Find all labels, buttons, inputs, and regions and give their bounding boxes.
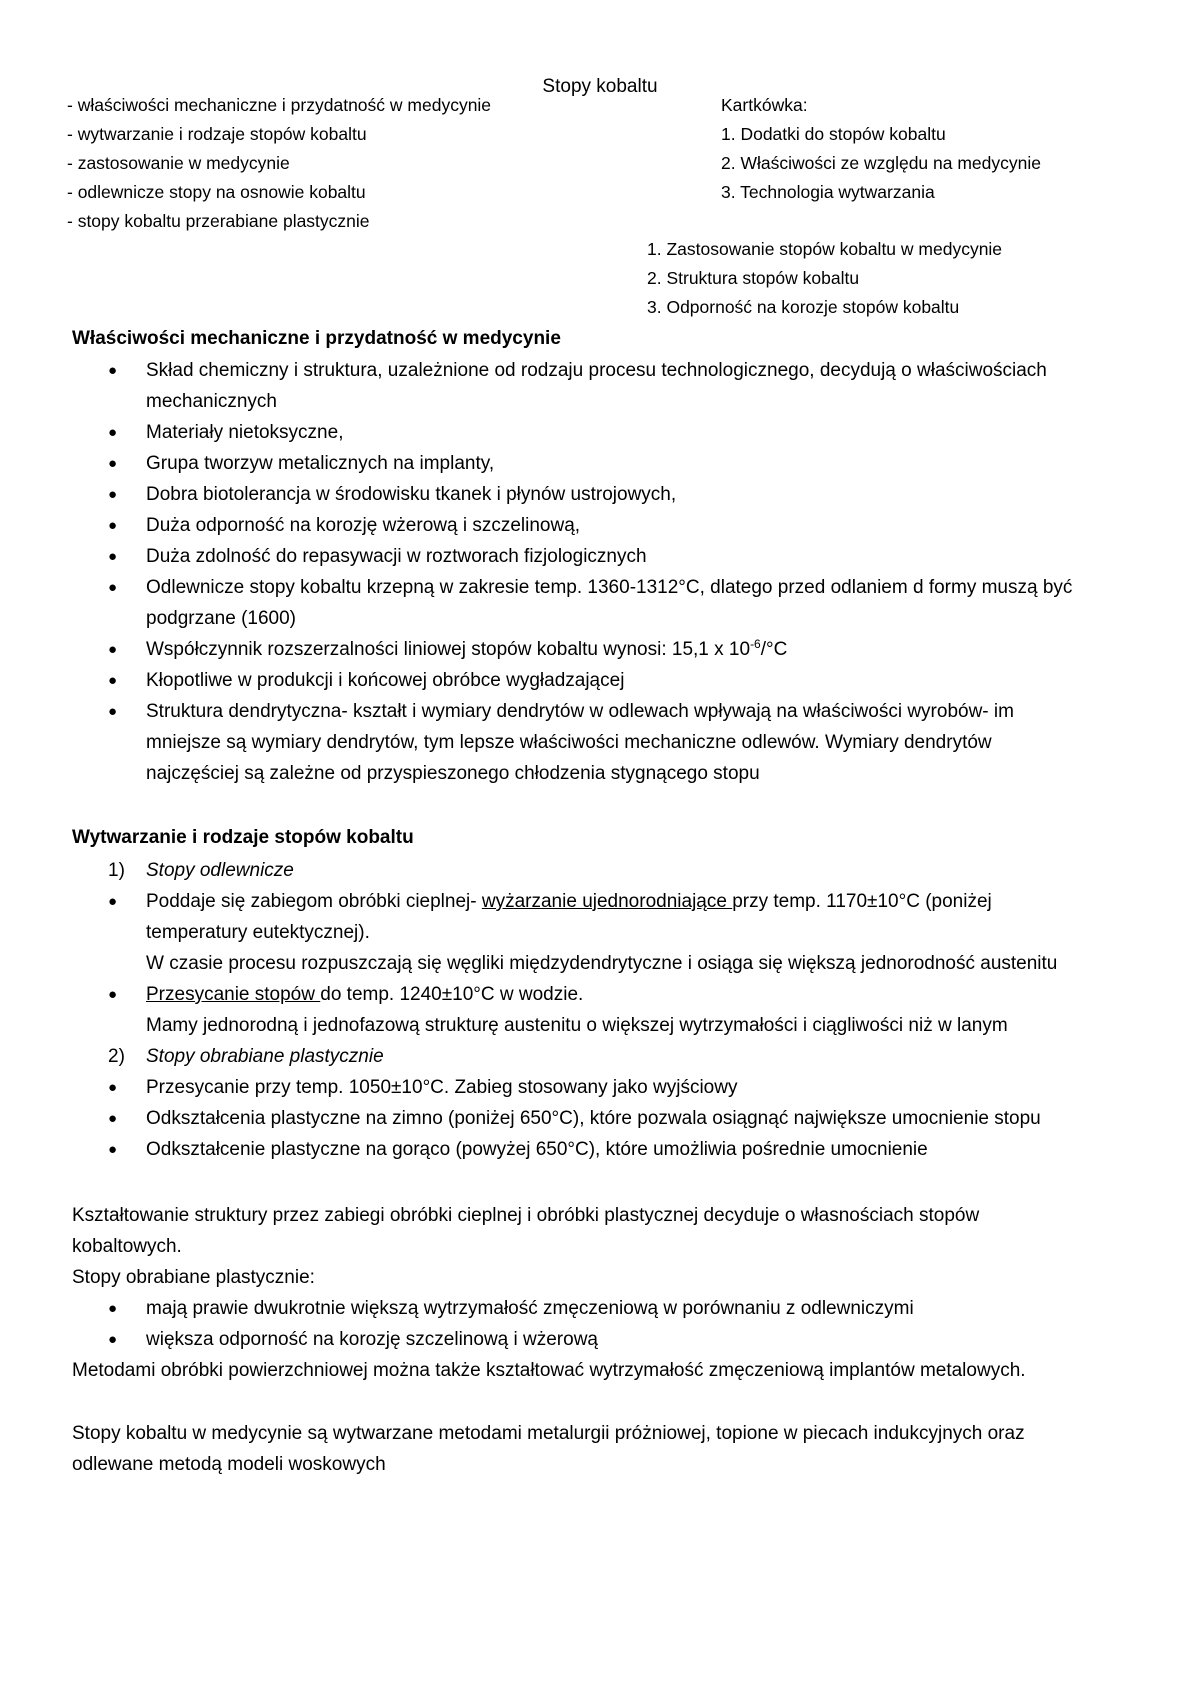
bullet-icon: ● — [108, 893, 118, 910]
bullet-text — [146, 886, 1148, 917]
bullet-item — [108, 886, 1148, 979]
bullet-text: Przesycanie przy temp. 1050±10°C. Zabieg stosowany jako wyjściowy — [146, 1077, 738, 1098]
bullet-icon: ● — [108, 548, 118, 565]
kartkowka-block — [721, 91, 1041, 207]
bullet-item — [108, 979, 1148, 1041]
text-run: do temp. 1240±10°C w wodzie. — [320, 984, 584, 1005]
bullet-item — [108, 634, 1148, 665]
second-list-item: 1. Zastosowanie stopów kobaltu w medycynie — [647, 239, 1003, 259]
paragraph-line: Kształtowanie struktury przez zabiegi obróbki cieplnej i obróbki plastycznej decyduje o własnościach stopów — [72, 1205, 980, 1226]
bullet-text: większa odporność na korozję szczelinową i wżerową — [146, 1329, 598, 1350]
bullet-text: Grupa tworzyw metalicznych na implanty, — [146, 453, 495, 474]
exponent: -6 — [750, 637, 761, 651]
paragraph-line: Stopy obrabiane plastycznie: — [72, 1267, 315, 1288]
bullet-icon: ● — [108, 486, 118, 503]
topic-item: - odlewnicze stopy na osnowie kobaltu — [67, 182, 366, 202]
bullet-text: Dobra biotolerancja w środowisku tkanek i płynów ustrojowych, — [146, 484, 677, 505]
bullet-icon: ● — [108, 1331, 118, 1348]
topic-item: - stopy kobaltu przerabiane plastycznie — [67, 211, 370, 231]
subsection-number: 2) — [108, 1046, 125, 1067]
section2-heading: Wytwarzanie i rodzaje stopów kobaltu — [72, 827, 414, 848]
second-list-item: 3. Odporność na korozje stopów kobaltu — [647, 297, 960, 317]
bullet-text: temperatury eutektycznej). — [146, 922, 370, 943]
bullet-icon: ● — [108, 424, 118, 441]
paragraph-line: Stopy kobaltu w medycynie są wytwarzane metodami metalurgii próżniowej, topione w piecach indukcyjnych oraz — [72, 1423, 1025, 1444]
bullet-item — [72, 1324, 1152, 1355]
bullet-icon: ● — [108, 1300, 118, 1317]
bullet-icon: ● — [108, 455, 118, 472]
bullet-item — [108, 1072, 1148, 1103]
bullet-item — [108, 1103, 1148, 1134]
bullet-text: Skład chemiczny i struktura, uzależnione od rodzaju procesu technologicznego, decydują o właściwościach — [146, 360, 1047, 381]
bullet-text: mają prawie dwukrotnie większą wytrzymałość zmęczeniową w porównaniu z odlewniczymi — [146, 1298, 914, 1319]
summary-block — [72, 1200, 1152, 1386]
underlined-term: Przesycanie stopów — [146, 984, 321, 1005]
bullet-item — [108, 541, 1148, 572]
bullet-icon: ● — [108, 641, 118, 658]
topic-item: - wytwarzanie i rodzaje stopów kobaltu — [67, 124, 367, 144]
bullet-icon: ● — [108, 517, 118, 534]
bullet-item — [108, 510, 1148, 541]
bullet-icon: ● — [108, 672, 118, 689]
section1-bullets — [108, 355, 1148, 789]
second-list-item: 2. Struktura stopów kobaltu — [647, 268, 860, 288]
topic-item: - zastosowanie w medycynie — [67, 153, 290, 173]
bullet-text: Kłopotliwe w produkcji i końcowej obróbce wygładzającej — [146, 670, 625, 691]
kartkowka-item: 3. Technologia wytwarzania — [721, 182, 935, 202]
underlined-term: wyżarzanie ujednorodniające — [481, 891, 733, 912]
bullet-text: Odkształcenie plastyczne na gorąco (powyżej 650°C), które umożliwia pośrednie umocnienie — [146, 1139, 928, 1160]
unit-text: /°C — [760, 639, 788, 660]
paragraph-line: odlewane metodą modeli woskowych — [72, 1454, 386, 1475]
bullet-item — [108, 448, 1148, 479]
bullet-icon: ● — [108, 703, 118, 720]
bullet-icon: ● — [108, 1110, 118, 1127]
second-list — [647, 235, 1002, 322]
bullet-text — [146, 634, 1148, 665]
bullet-text: Materiały nietoksyczne, — [146, 422, 344, 443]
bullet-item — [108, 1134, 1148, 1165]
bullet-item — [108, 355, 1148, 417]
bullet-text: Mamy jednorodną i jednofazową strukturę austenitu o większej wytrzymałości i ciągliwości niż w lanym — [146, 1015, 1008, 1036]
bullet-icon: ● — [108, 986, 118, 1003]
final-paragraph — [72, 1418, 1152, 1480]
subsection-heading — [108, 855, 1148, 886]
bullet-icon: ● — [108, 1079, 118, 1096]
bullet-text: Duża odporność na korozję wżerową i szczelinową, — [146, 515, 581, 536]
section2-body — [108, 855, 1148, 1165]
bullet-item — [108, 665, 1148, 696]
bullet-text: mniejsze są wymiary dendrytów, tym lepsze właściwości mechaniczne odlewów. Wymiary dendrytów — [146, 732, 992, 753]
section1-heading: Właściwości mechaniczne i przydatność w medycynie — [72, 328, 561, 349]
kartkowka-heading: Kartkówka: — [721, 95, 808, 115]
text-run: Poddaje się zabiegom obróbki cieplnej- — [146, 891, 482, 912]
bullet-text — [146, 979, 1148, 1010]
document-title: Stopy kobaltu — [542, 76, 658, 97]
bullet-text: Struktura dendrytyczna- kształt i wymiary dendrytów w odlewach wpływają na właściwości wyrobów- im — [146, 701, 1014, 722]
kartkowka-item: 2. Właściwości ze względu na medycynie — [721, 153, 1041, 173]
bullet-text: mechanicznych — [146, 391, 277, 412]
bullet-item — [72, 1293, 1152, 1324]
bullet-text: najczęściej są zależne od przyspieszonego chłodzenia stygnącego stopu — [146, 763, 760, 784]
paragraph-line: kobaltowych. — [72, 1236, 182, 1257]
topic-item: - właściwości mechaniczne i przydatność w medycynie — [67, 95, 492, 115]
bullet-text: Odkształcenia plastyczne na zimno (poniżej 650°C), które pozwala osiągnąć największe umocnienie stopu — [146, 1108, 1041, 1129]
subsection-number: 1) — [108, 860, 125, 881]
bullet-item — [108, 417, 1148, 448]
subsection-heading — [108, 1041, 1148, 1072]
bullet-text: Odlewnicze stopy kobaltu krzepną w zakresie temp. 1360-1312°C, dlatego przed odlaniem d formy muszą być — [146, 577, 1073, 598]
bullet-icon: ● — [108, 362, 118, 379]
subsection-label: Stopy odlewnicze — [146, 860, 294, 881]
paragraph-line: Metodami obróbki powierzchniowej można także kształtować wytrzymałość zmęczeniową implantów metalowych. — [72, 1360, 1026, 1381]
bullet-icon: ● — [108, 579, 118, 596]
bullet-item — [108, 696, 1148, 789]
kartkowka-item: 1. Dodatki do stopów kobaltu — [721, 124, 946, 144]
bullet-item — [108, 572, 1148, 634]
bullet-text: Duża zdolność do repasywacji w roztworach fizjologicznych — [146, 546, 647, 567]
bullet-text: W czasie procesu rozpuszczają się węgliki międzydendrytyczne i osiąga się większą jednorodność austenitu — [146, 953, 1058, 974]
bullet-icon: ● — [108, 1141, 118, 1158]
subsection-label: Stopy obrabiane plastycznie — [146, 1046, 384, 1067]
coefficient-text: Współczynnik rozszerzalności liniowej stopów kobaltu wynosi: 15,1 x 10 — [146, 639, 751, 660]
bullet-item — [108, 479, 1148, 510]
bullet-text: podgrzane (1600) — [146, 608, 296, 629]
text-run: przy temp. 1170±10°C (poniżej — [732, 891, 992, 912]
topics-list — [67, 91, 491, 236]
